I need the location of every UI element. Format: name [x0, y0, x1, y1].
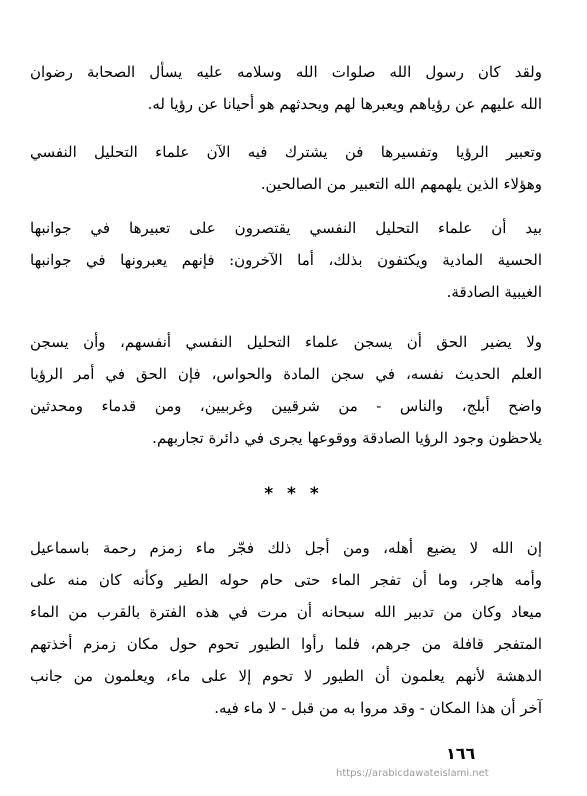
paragraph-4	[30, 326, 542, 454]
paragraph-line: آخر أن هذا المكان - وقد مروا به من قبل - لا ماء فيه.	[214, 699, 542, 717]
paragraph-line: ميعاد وكان من تدبير الله سبحانه أن مرت في هذه الفترة بالقرب من الماء	[30, 603, 542, 621]
paragraph-line: إن الله لا يضيع أهله، ومن أجل ذلك فجّر ماء زمزم رحمة باسماعيل	[30, 539, 542, 557]
paragraph-line: ولقد كان رسول الله صلوات الله وسلامه عليه يسأل الصحابة رضوان	[30, 63, 542, 81]
section-separator: * * *	[264, 484, 323, 504]
paragraph-line: وهؤلاء الذين يلهمهم الله التعبير من الصالحين.	[260, 175, 542, 193]
paragraph-1	[30, 56, 542, 120]
paragraph-line: الدهشة لأنهم يعلمون أن الطيور لا تحوم إلا على ماء، ويعلمون من جانب	[30, 667, 542, 685]
page-number: ١٦٦	[446, 744, 476, 763]
paragraph-line: يلاحظون وجود الرؤيا الصادقة ووقوعها يجرى في دائرة تجاربهم.	[152, 429, 542, 447]
paragraph-line: ولا يضير الحق أن يسجن علماء التحليل النفسي أنفسهم، وأن يسجن	[30, 333, 542, 351]
paragraph-line: الغيبية الصادقة.	[446, 283, 542, 301]
watermark-url: https://arabicdawateislami.net	[336, 768, 489, 779]
paragraph-line: الله عليهم عن رؤياهم ويعبرها لهم ويحدثهم هو أحيانا عن رؤيا له.	[147, 95, 542, 113]
paragraph-3	[30, 212, 542, 308]
paragraph-line: وتعبير الرؤيا وتفسيرها فن يشترك فيه الآن علماء التحليل النفسي	[30, 143, 542, 161]
paragraph-line: بيد أن علماء التحليل النفسي يقتصرون على تعبيرها في جوانبها	[30, 219, 542, 237]
paragraph-line: المتفجر قافلة من جرهم، فلما رأوا الطيور تحوم حول مكان زمزم أخذتهم	[30, 635, 542, 653]
paragraph-line: العلم الحديث نفسه، في سجن المادة والحواس، فإن الحق في أمر الرؤيا	[30, 365, 542, 383]
paragraph-2	[30, 136, 542, 200]
paragraph-line: وأمه هاجر، وما أن تفجر الماء حتى حام حوله الطير وكأنه كان منه على	[30, 571, 542, 589]
paragraph-line: الحسية المادية ويكتفون بذلك، أما الآخرون: فإنهم يعبرونها في جوانبها	[30, 251, 542, 269]
paragraph-5	[30, 532, 542, 724]
paragraph-line: واضح أبلج، والناس - من شرقيين وغربيين، ومن قدماء ومحدثين	[30, 397, 542, 415]
